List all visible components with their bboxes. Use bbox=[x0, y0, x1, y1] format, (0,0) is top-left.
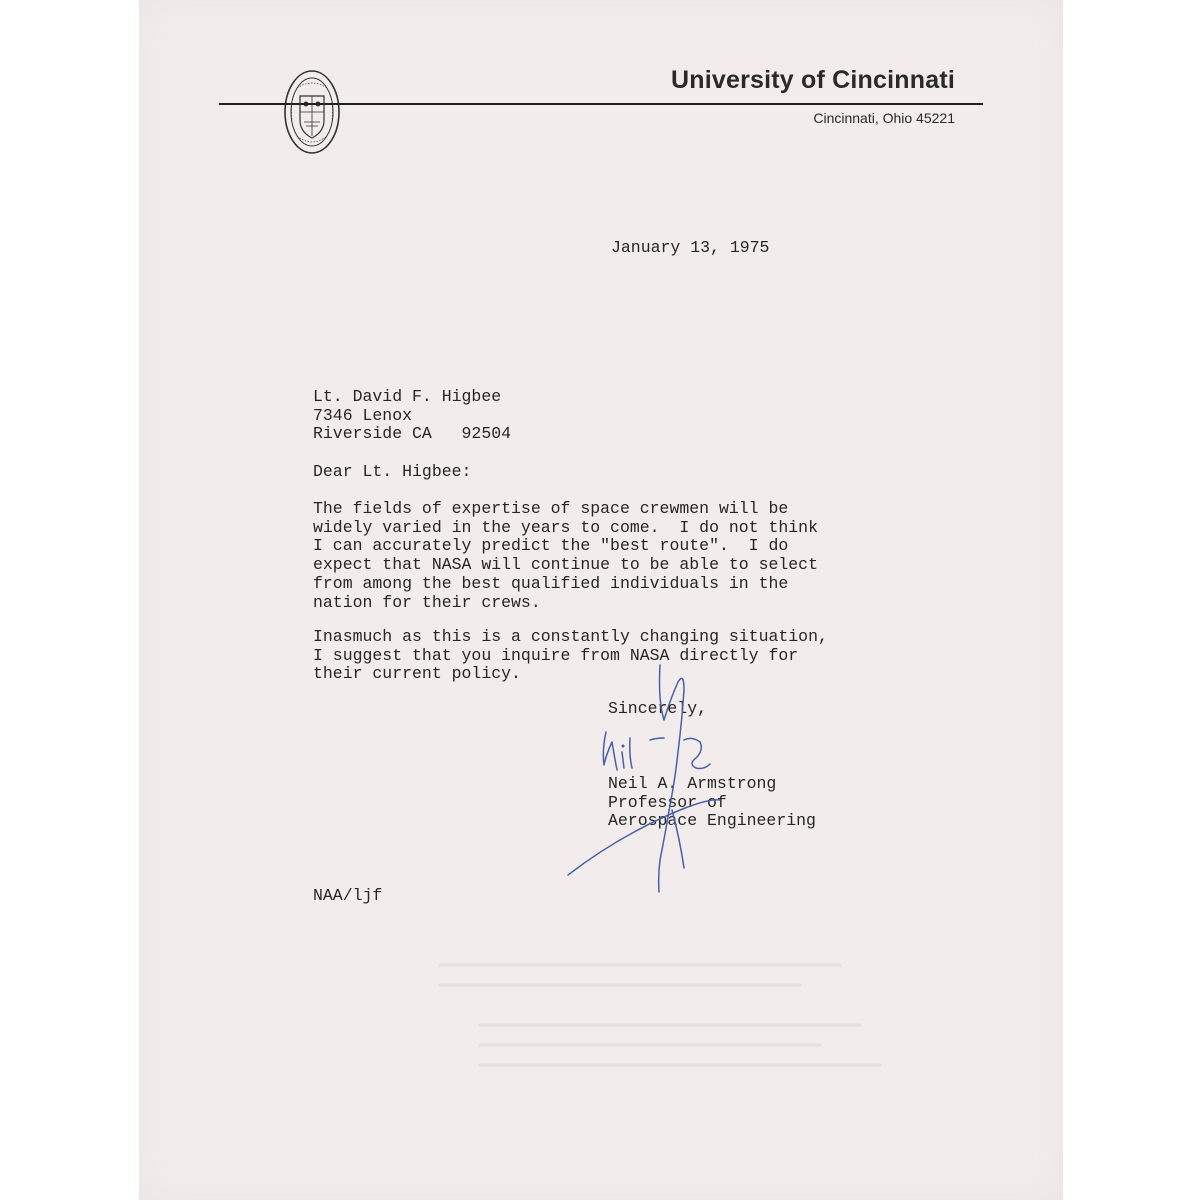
letter-date: January 13, 1975 bbox=[611, 238, 770, 257]
recipient-address bbox=[313, 388, 511, 444]
signer-title-2: Aerospace Engineering bbox=[608, 811, 816, 831]
salutation: Dear Lt. Higbee: bbox=[313, 462, 472, 481]
recipient-street: 7346 Lenox bbox=[313, 405, 413, 425]
reference-initials: NAA/ljf bbox=[313, 886, 383, 905]
recipient-name: Lt. David F. Higbee bbox=[313, 387, 502, 406]
handwritten-signature bbox=[560, 660, 770, 910]
bleed-through-shadow bbox=[420, 955, 890, 1075]
letterhead-rule bbox=[219, 103, 983, 105]
institution-address: Cincinnati, Ohio 45221 bbox=[813, 110, 955, 126]
university-seal-icon bbox=[283, 68, 341, 156]
institution-name: University of Cincinnati bbox=[670, 66, 955, 94]
closing: Sincerely, bbox=[608, 699, 708, 718]
body-paragraph-2: Inasmuch as this is a constantly changing situation, I suggest that you inquire from NASA directly for their current policy. bbox=[313, 627, 828, 684]
signer-title-1: Professor of bbox=[608, 792, 727, 812]
body-paragraph-1: The fields of expertise of space crewmen will be widely varied in the years to come. I do not think I can accurately predict the "best route". I do expect that NASA will continue to be able to select from among the best qualified individuals in the nation for their crews. bbox=[313, 499, 818, 612]
recipient-city: Riverside CA 92504 bbox=[313, 424, 512, 444]
signer-name: Neil A. Armstrong bbox=[608, 774, 777, 793]
